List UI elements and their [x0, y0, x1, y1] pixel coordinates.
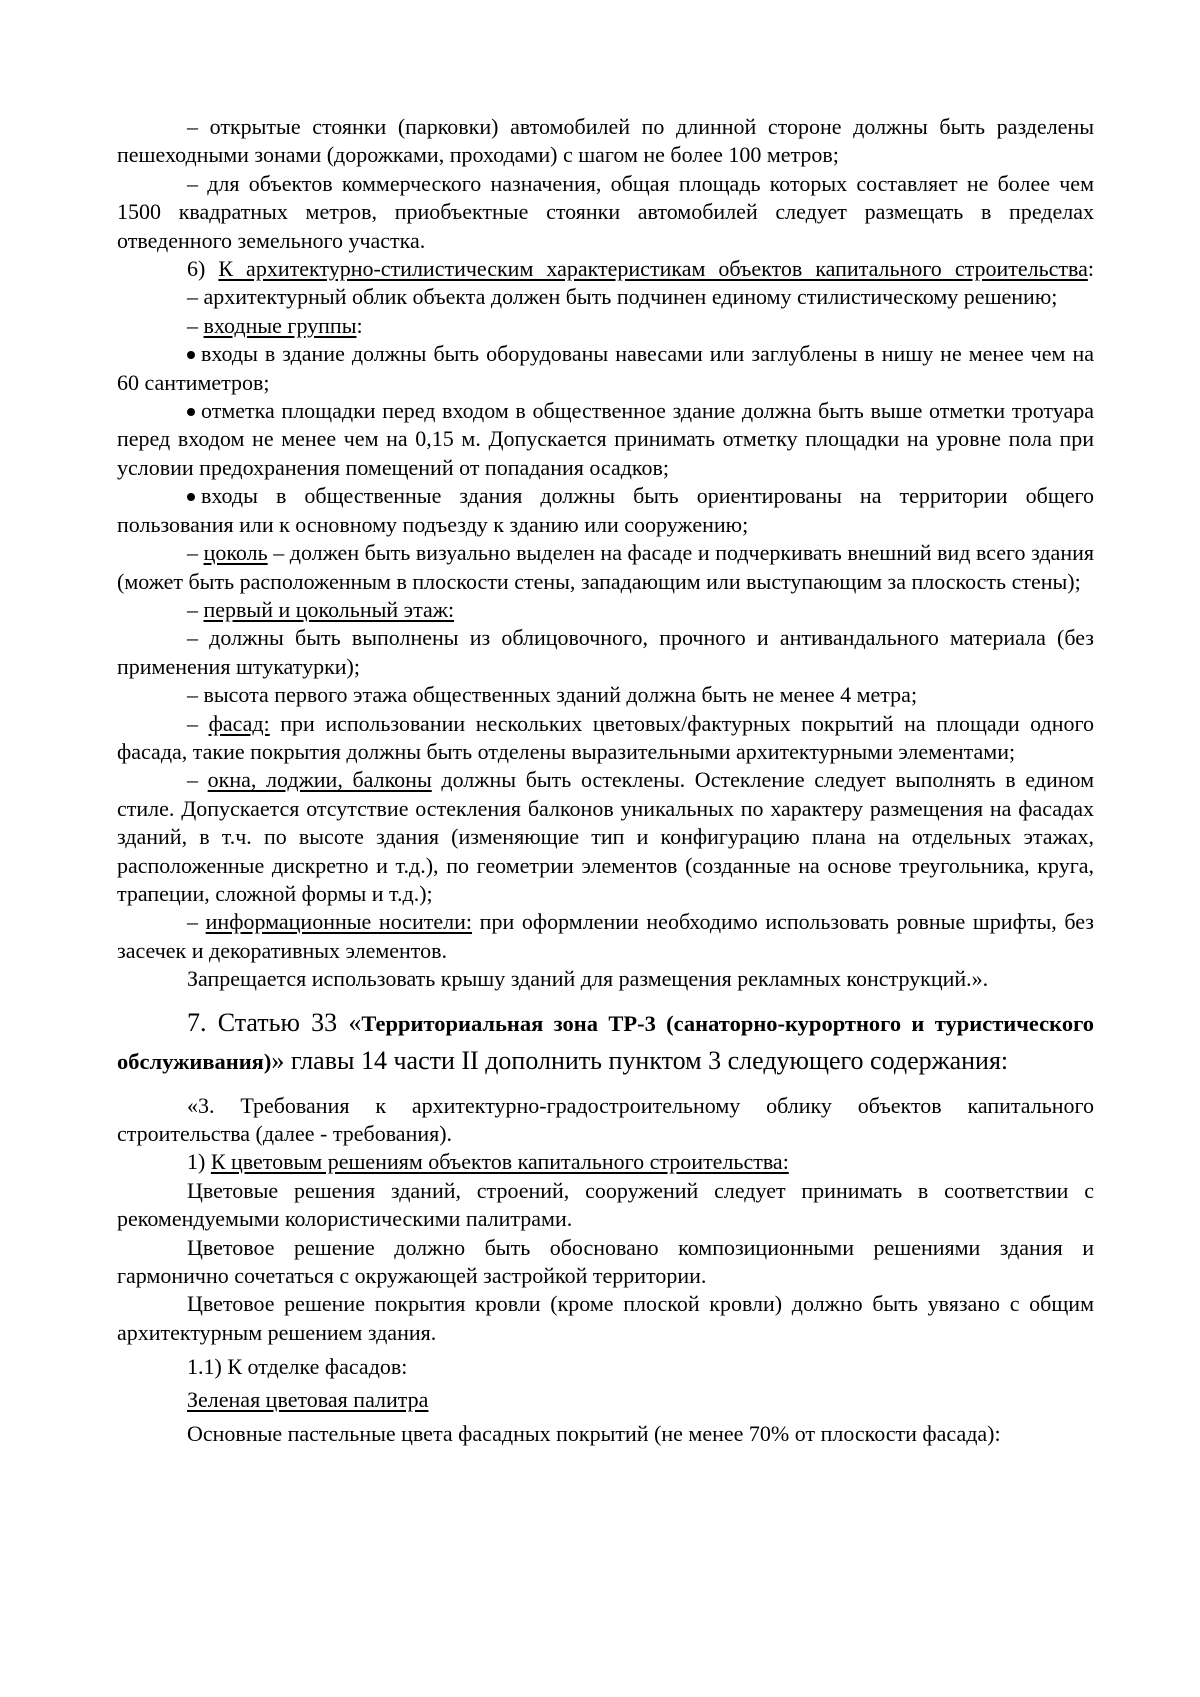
- first-floor-label: первый и цокольный этаж:: [203, 596, 455, 622]
- windows-label: окна, лоджии, балконы: [207, 767, 432, 793]
- bullet-text: входы в общественные здания должны быть ориентированы на территории общего пользования или к основному подъезду к зданию или сооружению;: [117, 483, 1094, 537]
- paragraph-item-6-heading: [117, 255, 1094, 283]
- paragraph-pastel-colors: Основные пастельные цвета фасадных покрытий (не менее 70% от плоскости фасада):: [187, 1421, 1001, 1447]
- paragraph-color-palettes: Цветовые решения зданий, строений, сооружений следует принимать в соответствии с рекомендуемыми колористическими палитрами.: [117, 1177, 1094, 1232]
- dash: –: [187, 540, 204, 566]
- paragraph-green-palette: [117, 1386, 1094, 1414]
- dash: –: [187, 710, 209, 736]
- bullet-item-canopies: [117, 340, 1094, 397]
- article-number: 7. Статью 33 «: [187, 1007, 362, 1037]
- dash: –: [187, 312, 204, 338]
- dash: –: [187, 767, 208, 793]
- paragraph-commercial-parking: – для объектов коммерческого назначения, общая площадь которых составляет не более чем 1500 квадратных метров, приобъектные стоянки автомобилей следует размещать в пределах отведенного земельного участка.: [117, 170, 1094, 253]
- paragraph-item-1-heading: [117, 1148, 1094, 1176]
- paragraph-facade-finishing: 1.1) К отделке фасадов:: [187, 1354, 408, 1380]
- colon: :: [356, 312, 363, 338]
- windows-text: должны быть остеклены. Остекление следует выполнять в едином стиле. Допускается отсутствие остекления балконов уникальных по характеру размещения на фасадах зданий, в т.ч. по высоте здания (изменяющие тип и конфигурацию плана на отдельных этажах, расположенные дискретно и т.д.), по геометрии элементов (созданные на основе треугольника, круга, трапеции, сложной формы и т.д.);: [117, 767, 1094, 906]
- dash: –: [187, 909, 206, 935]
- paragraph-roof-color: Цветовое решение покрытия кровли (кроме плоской кровли) должно быть увязано с общим архитектурным решением здания.: [117, 1291, 1094, 1345]
- paragraph-info-carriers: [117, 908, 1094, 965]
- paragraph-entrance-groups: [117, 312, 1094, 340]
- document-page: [117, 113, 1094, 1448]
- paragraph-cladding: – должны быть выполнены из облицовочного, прочного и антивандального материала (без применения штукатурки);: [117, 625, 1094, 679]
- info-carriers-label: информационные носители:: [205, 909, 473, 935]
- paragraph-roof-ads: Запрещается использовать крышу зданий для размещения рекламных конструкций.».: [187, 966, 989, 992]
- paragraph-floor-height: – высота первого этажа общественных зданий должна быть не менее 4 метра;: [187, 682, 918, 708]
- bullet-item-orientation: [117, 482, 1094, 539]
- paragraph-first-floor: [117, 596, 1094, 624]
- bullet-icon: [187, 493, 195, 501]
- info-carriers-text: при оформлении необходимо использовать ровные шрифты, без засечек и декоративных элементов.: [117, 909, 1095, 963]
- item-number: 6): [187, 256, 219, 282]
- facade-text: при использовании нескольких цветовых/фактурных покрытий на площади одного фасада, такие покрытия должны быть отделены выразительными архитектурными элементами;: [117, 710, 1094, 764]
- entrance-groups-label: входные группы: [203, 312, 357, 338]
- green-palette-label: Зеленая цветовая палитра: [187, 1386, 429, 1412]
- paragraph-parking-zones: – открытые стоянки (парковки) автомобилей по длинной стороне должны быть разделены пешеходными зонами (дорожками, проходами) с шагом не более 100 метров;: [117, 114, 1094, 168]
- paragraph-windows: [117, 766, 1094, 908]
- paragraph-facade: [117, 710, 1094, 767]
- paragraph-requirements-intro: «3. Требования к архитектурно-градостроительному облику объектов капитального строительства (далее - требования).: [117, 1092, 1094, 1146]
- plinth-text: – должен быть визуально выделен на фасаде и подчеркивать внешний вид всего здания (может быть расположенным в плоскости стены, западающим или выступающим за плоскость стены);: [117, 540, 1094, 594]
- bullet-icon: [187, 408, 195, 416]
- bullet-text: входы в здание должны быть оборудованы навесами или заглублены в нишу не менее чем на 60 сантиметров;: [117, 341, 1094, 395]
- zone-title: Территориальная зона ТР-3 (санаторно-курортного и туристического обслуживания): [117, 1010, 1094, 1074]
- colon: :: [1087, 256, 1094, 282]
- dash: –: [187, 596, 204, 622]
- paragraph-plinth: [117, 539, 1094, 596]
- plinth-label: цоколь: [203, 540, 268, 566]
- spacer: [117, 1080, 1094, 1092]
- item-6-title: К архитектурно-стилистическим характеристикам объектов капитального строительства: [218, 256, 1088, 282]
- article-7-heading: [117, 1004, 1094, 1080]
- bullet-item-platform-level: [117, 397, 1094, 482]
- item-1-title: К цветовым решениям объектов капитального строительства:: [210, 1149, 789, 1175]
- paragraph-color-composition: Цветовое решение должно быть обосновано композиционными решениями здания и гармонично сочетаться с окружающей застройкой территории.: [117, 1234, 1094, 1289]
- item-number: 1): [187, 1149, 211, 1175]
- bullet-icon: [187, 351, 195, 359]
- article-text: » главы 14 части II дополнить пунктом 3 следующего содержания:: [271, 1045, 1009, 1075]
- paragraph-architectural-appearance: – архитектурный облик объекта должен быть подчинен единому стилистическому решению;: [187, 284, 1058, 310]
- bullet-text: отметка площадки перед входом в общественное здание должна быть выше отметки тротуара перед входом не менее чем на 0,15 м. Допускается принимать отметку площадки на уровне пола при условии предохранения помещений от попадания осадков;: [117, 398, 1094, 480]
- facade-label: фасад:: [208, 710, 270, 736]
